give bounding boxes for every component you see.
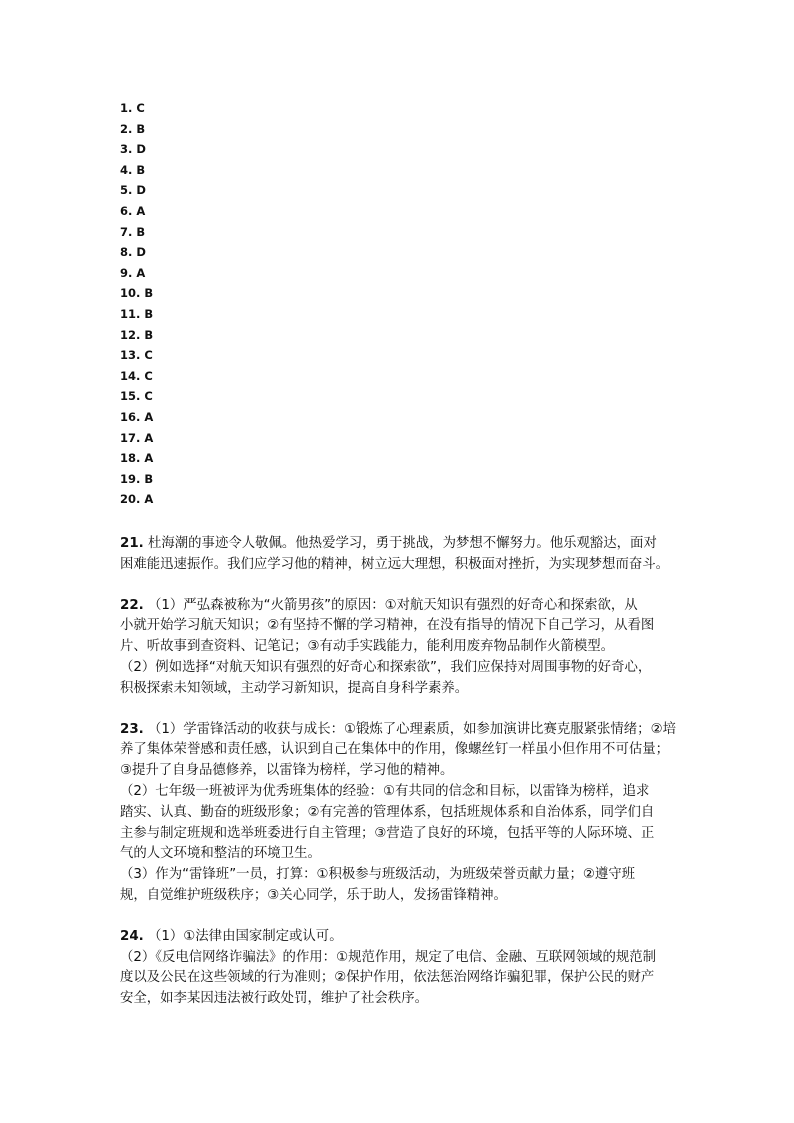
choice-answer-item: 10. B [120,286,154,301]
choice-answer-item: 18. A [120,451,154,466]
answer-line [120,782,680,803]
answer-text: （2）《反电信网络诈骗法》的作用：①规范作用，规定了电信、金融、互联网领域的规范制 [120,949,657,965]
subjective-answers [120,534,680,1030]
answer-text: 小就开始学习航天知识；②有坚持不懈的学习精神，在没有指导的情况下自己学习，从看图 [120,618,655,634]
answer-text: （2）七年级一班被评为优秀班集体的经验：①有共同的信念和目标，以雷锋为榜样，追求 [120,783,650,799]
answer-line [120,555,680,576]
choice-answer-item: 17. A [120,430,154,445]
choice-answer-item: 6. A [120,203,146,218]
question-number: 21. [120,536,144,551]
answer-23 [120,720,680,907]
answer-line [120,865,680,886]
choice-answer-item: 2. B [120,121,146,136]
choice-answer-item: 16. A [120,409,154,424]
choice-answer-item: 8. D [120,245,146,260]
answer-line [120,740,680,761]
choice-answer-item: 15. C [120,389,153,404]
choice-answer-item: 12. B [120,327,154,342]
answer-text: 养了集体荣誉感和责任感，认识到自己在集体中的作用，像螺丝钉一样虽小但作用不可估量； [120,742,670,758]
answer-text: 杜海潮的事迹令人敬佩。他热爱学习，勇于挑战，为梦想不懈努力。他乐观豁达，面对 [143,536,657,551]
answer-line [120,824,680,845]
answer-text: 积极探索未知领域，主动学习新知识，提高自身科学素养。 [120,680,469,696]
question-number: 23. [120,721,144,737]
answer-24 [120,927,680,1010]
answer-line [120,616,680,637]
answer-line [120,637,680,658]
answer-text: 踏实、认真、勤奋的班级形象；②有完善的管理体系，包括班规体系和自治体系，同学们自 [120,804,655,820]
choice-answer-item: 20. A [120,492,154,507]
answer-text: （2）例如选择“对航天知识有强烈的好奇心和探索欲”，我们应保持对周围事物的好奇心， [120,659,652,675]
answer-line [120,720,680,741]
choice-answer-item: 11. B [120,306,154,321]
answer-line [120,803,680,824]
answer-text: 困难能迅速振作。我们应学习他的精神，树立远大理想，积极面对挫折，为实现梦想而奋斗。 [120,556,670,572]
choice-answer-item: 19. B [120,471,154,486]
answer-text: 安全，如李某因违法被行政处罚，维护了社会秩序。 [120,991,428,1007]
answer-line [120,596,680,617]
choice-answer-item: 4. B [120,162,146,177]
answer-line [120,534,680,555]
answer-line [120,989,680,1010]
choice-answer-list [120,98,153,510]
answer-line [120,761,680,782]
answer-line [120,679,680,700]
answer-text: 度以及公民在这些领域的行为准则；②保护作用，依法惩治网络诈骗犯罪，保护公民的财产 [120,970,655,986]
answer-21 [120,534,680,576]
answer-text: 规，自觉维护班级秩序；③关心同学，乐于助人，发扬雷锋精神。 [120,887,507,903]
answer-text: ③提升了自身品德修养，以雷锋为榜样，学习他的精神。 [120,763,454,779]
answer-text: 主参与制定班规和选举班委进行自主管理；③营造了良好的环境，包括平等的人际环境、正 [120,825,655,841]
choice-answer-item: 3. D [120,142,146,157]
answer-line [120,658,680,679]
answer-text: （1）严弘森被称为“火箭男孩”的原因：①对航天知识有强烈的好奇心和探索欲，从 [143,597,638,613]
question-number: 24. [120,928,144,944]
answer-text: （1）学雷锋活动的收获与成长：①锻炼了心理素质，如参加演讲比赛克服紧张情绪；②培 [143,721,676,737]
choice-answer-item: 13. C [120,348,153,363]
choice-answer-item: 9. A [120,265,146,280]
answer-line [120,968,680,989]
answer-line [120,886,680,907]
answer-text: 片、听故事到查资料、记笔记；③有动手实践能力，能利用废弃物品制作火箭模型。 [120,639,615,655]
answer-line [120,844,680,865]
answer-text: （3）作为“雷锋班”一员，打算：①积极参与班级活动，为班级荣誉贡献力量；②遵守班 [120,867,636,883]
answer-text: 气的人文环境和整洁的环境卫生。 [120,846,321,862]
question-number: 22. [120,597,144,613]
answer-text: （1）①法律由国家制定或认可。 [143,928,343,944]
choice-answer-item: 5. D [120,183,146,198]
answer-22 [120,596,680,700]
choice-answer-item: 7. B [120,224,146,239]
choice-answer-item: 14. C [120,368,153,383]
answer-line [120,927,680,948]
choice-answer-item: 1. C [120,101,145,115]
answer-line [120,948,680,969]
